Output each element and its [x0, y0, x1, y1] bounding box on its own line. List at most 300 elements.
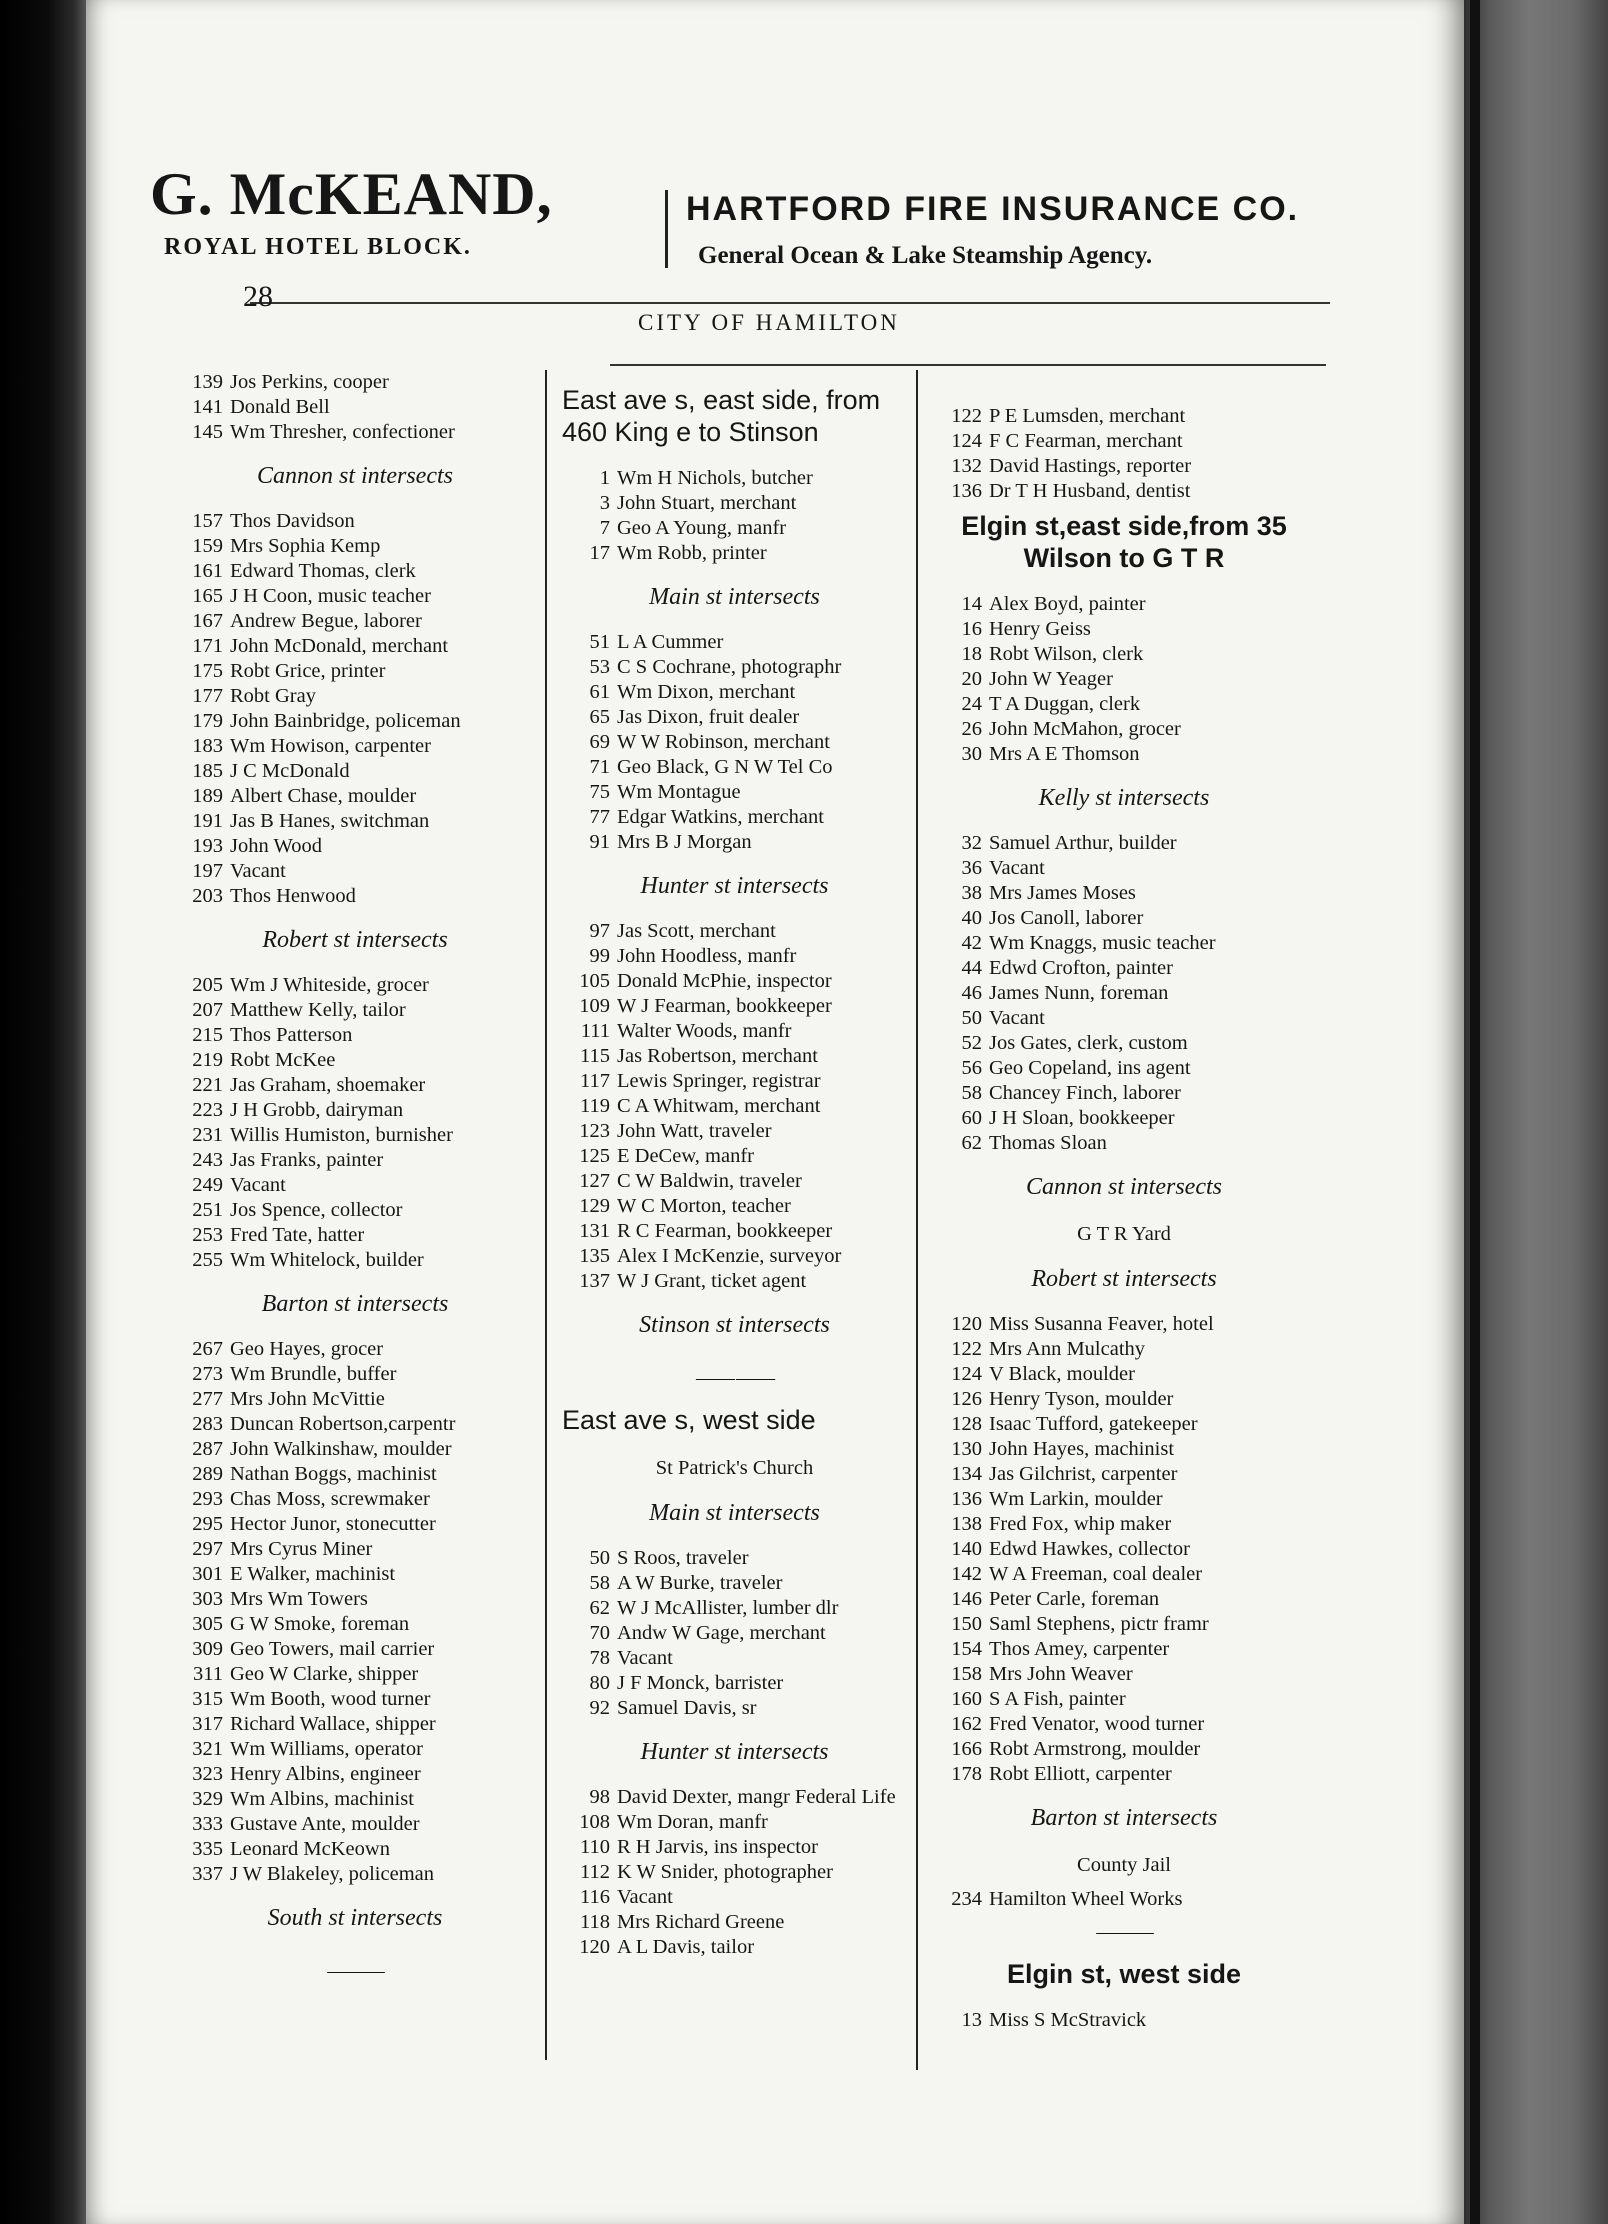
house-number: 112	[580, 1861, 610, 1883]
directory-entry	[934, 906, 1314, 931]
directory-entry	[562, 1044, 907, 1069]
house-number: 20	[961, 668, 982, 690]
resident-name: Robt Gray	[230, 685, 316, 707]
directory-entry	[562, 1571, 907, 1596]
resident-name: John McDonald, merchant	[230, 635, 449, 657]
resident-name: David Hastings, reporter	[989, 455, 1192, 477]
house-number: 253	[192, 1224, 223, 1246]
resident-name: Thos Patterson	[230, 1024, 353, 1046]
street-section-heading: Elgin st,east side,from 35 Wilson to G T R	[961, 511, 1287, 573]
directory-entry	[562, 1671, 907, 1696]
house-number: 118	[580, 1911, 610, 1933]
directory-entry	[562, 919, 907, 944]
resident-name: Thos Henwood	[230, 885, 356, 907]
house-number: 122	[951, 1338, 982, 1360]
resident-name: Fred Tate, hatter	[230, 1224, 365, 1246]
house-number: 110	[580, 1836, 610, 1858]
resident-name: S A Fish, painter	[989, 1688, 1126, 1710]
house-number: 305	[192, 1613, 223, 1635]
resident-name: Wm Robb, printer	[617, 542, 767, 564]
resident-name: Albert Chase, moulder	[230, 785, 417, 807]
house-number: 56	[961, 1057, 982, 1079]
house-number: 267	[192, 1338, 223, 1360]
house-number: 125	[579, 1145, 610, 1167]
resident-name: Lewis Springer, registrar	[617, 1070, 821, 1092]
house-number: 26	[961, 718, 982, 740]
directory-entry	[934, 1412, 1314, 1437]
directory-entry	[562, 516, 907, 541]
house-number: 36	[961, 857, 982, 879]
directory-entry	[175, 1587, 535, 1612]
resident-name: V Black, moulder	[989, 1363, 1135, 1385]
directory-entry	[934, 1487, 1314, 1512]
directory-entry	[934, 1512, 1314, 1537]
resident-name: C W Baldwin, traveler	[617, 1170, 802, 1192]
directory-entry	[934, 1537, 1314, 1562]
resident-name: Mrs B J Morgan	[617, 831, 752, 853]
directory-entry	[175, 1337, 535, 1362]
resident-name: John W Yeager	[989, 668, 1113, 690]
house-number: 108	[579, 1811, 610, 1833]
house-number: 293	[192, 1488, 223, 1510]
house-number: 203	[192, 885, 223, 907]
resident-name: Jos Gates, clerk, custom	[989, 1032, 1188, 1054]
house-number: 231	[192, 1124, 223, 1146]
directory-entry	[934, 1562, 1314, 1587]
house-number: 50	[961, 1007, 982, 1029]
directory-entry	[934, 479, 1314, 504]
directory-entry	[562, 1785, 907, 1810]
resident-name: Chas Moss, screwmaker	[230, 1488, 430, 1510]
directory-entry	[175, 1512, 535, 1537]
house-number: 165	[192, 585, 223, 607]
resident-name: Jas Scott, merchant	[617, 920, 776, 942]
directory-entry	[934, 931, 1314, 956]
house-number: 167	[192, 610, 223, 632]
house-number: 178	[951, 1763, 982, 1785]
resident-name: Robt Elliott, carpenter	[989, 1763, 1172, 1785]
house-number: 183	[192, 735, 223, 757]
house-number: 46	[961, 982, 982, 1004]
resident-name: Peter Carle, foreman	[989, 1588, 1160, 1610]
resident-name: Wm Thresher, confectioner	[230, 421, 455, 443]
directory-entry	[175, 509, 535, 534]
resident-name: W C Morton, teacher	[617, 1195, 791, 1217]
directory-entry	[562, 630, 907, 655]
directory-entry	[175, 1437, 535, 1462]
directory-entry	[175, 1073, 535, 1098]
resident-name: Robt McKee	[230, 1049, 336, 1071]
directory-entry	[562, 1596, 907, 1621]
house-number: 128	[951, 1413, 982, 1435]
resident-name: Saml Stephens, pictr framr	[989, 1613, 1209, 1635]
directory-entry	[175, 1098, 535, 1123]
directory-entry	[175, 1712, 535, 1737]
resident-name: Thos Davidson	[230, 510, 355, 532]
directory-entry	[175, 709, 535, 734]
house-number: 44	[961, 957, 982, 979]
directory-entry	[562, 944, 907, 969]
resident-name: Alex Boyd, painter	[989, 593, 1146, 615]
resident-name: Geo A Young, manfr	[617, 517, 787, 539]
directory-entry	[175, 659, 535, 684]
resident-name: Andrew Begue, laborer	[230, 610, 422, 632]
directory-entry	[175, 1123, 535, 1148]
house-number: 179	[192, 710, 223, 732]
resident-name: Samuel Davis, sr	[617, 1697, 757, 1719]
house-number: 189	[192, 785, 223, 807]
house-number: 289	[192, 1463, 223, 1485]
resident-name: Hector Junor, stonecutter	[230, 1513, 436, 1535]
resident-name: Mrs Wm Towers	[230, 1588, 368, 1610]
directory-entry	[562, 1621, 907, 1646]
house-number: 14	[961, 593, 982, 615]
house-number: 16	[961, 618, 982, 640]
directory-entry	[934, 1362, 1314, 1387]
directory-entry	[934, 1031, 1314, 1056]
house-number: 137	[579, 1270, 610, 1292]
directory-entry	[175, 370, 535, 395]
house-number: 123	[579, 1120, 610, 1142]
directory-entry	[175, 1487, 535, 1512]
resident-name: J C McDonald	[230, 760, 350, 782]
house-number: 243	[192, 1149, 223, 1171]
resident-name: E Walker, machinist	[230, 1563, 396, 1585]
directory-entry	[175, 1173, 535, 1198]
directory-entry	[175, 998, 535, 1023]
resident-name: James Nunn, foreman	[989, 982, 1169, 1004]
directory-entry	[175, 1387, 535, 1412]
directory-entry	[934, 667, 1314, 692]
directory-entry	[175, 1737, 535, 1762]
resident-name: Mrs Richard Greene	[617, 1911, 785, 1933]
house-number: 130	[951, 1438, 982, 1460]
resident-name: Walter Woods, manfr	[617, 1020, 792, 1042]
landmark-label: County Jail	[1077, 1854, 1171, 1876]
house-number: 303	[192, 1588, 223, 1610]
resident-name: John Hoodless, manfr	[617, 945, 797, 967]
directory-entry	[175, 609, 535, 634]
street-intersection-label: Hunter st intersects	[640, 873, 829, 899]
resident-name: L A Cummer	[617, 631, 724, 653]
directory-entry	[175, 884, 535, 909]
directory-entry	[562, 1119, 907, 1144]
header-divider	[665, 190, 668, 268]
house-number: 159	[192, 535, 223, 557]
directory-entry	[175, 1637, 535, 1662]
resident-name: G W Smoke, foreman	[230, 1613, 410, 1635]
house-number: 161	[192, 560, 223, 582]
house-number: 7	[599, 517, 610, 539]
resident-name: Vacant	[989, 1007, 1045, 1029]
house-number: 58	[589, 1572, 610, 1594]
house-number: 40	[961, 907, 982, 929]
resident-name: Mrs John McVittie	[230, 1388, 385, 1410]
directory-entry	[934, 981, 1314, 1006]
house-number: 140	[951, 1538, 982, 1560]
house-number: 145	[192, 421, 223, 443]
directory-entry	[562, 1094, 907, 1119]
directory-entry	[562, 1860, 907, 1885]
resident-name: Mrs Sophia Kemp	[230, 535, 381, 557]
directory-entry	[175, 1148, 535, 1173]
resident-name: Wm Brundle, buffer	[230, 1363, 397, 1385]
directory-entry	[562, 730, 907, 755]
directory-entry	[934, 1462, 1314, 1487]
street-section-heading: East ave s, east side, from 460 King e to Stinson	[562, 385, 881, 447]
house-number: 249	[192, 1174, 223, 1196]
house-number: 50	[589, 1547, 610, 1569]
resident-name: A W Burke, traveler	[617, 1572, 783, 1594]
resident-name: Geo Towers, mail carrier	[230, 1638, 435, 1660]
directory-entry	[934, 454, 1314, 479]
house-number: 139	[192, 371, 223, 393]
resident-name: David Dexter, mangr Federal Life	[617, 1786, 896, 1808]
house-number: 171	[192, 635, 223, 657]
directory-entry	[934, 1387, 1314, 1412]
house-number: 146	[951, 1588, 982, 1610]
directory-entry	[562, 1144, 907, 1169]
resident-name: Mrs Cyrus Miner	[230, 1538, 373, 1560]
resident-name: Duncan Robertson,carpentr	[230, 1413, 456, 1435]
house-number: 132	[951, 455, 982, 477]
house-number: 65	[589, 706, 610, 728]
resident-name: S Roos, traveler	[617, 1547, 749, 1569]
directory-entry	[175, 1762, 535, 1787]
resident-name: Vacant	[989, 857, 1045, 879]
directory-entry	[175, 1412, 535, 1437]
resident-name: C A Whitwam, merchant	[617, 1095, 821, 1117]
house-number: 18	[961, 643, 982, 665]
resident-name: Jos Canoll, laborer	[989, 907, 1144, 929]
directory-entry	[934, 1762, 1314, 1787]
resident-name: Henry Geiss	[989, 618, 1091, 640]
directory-entry	[934, 1312, 1314, 1337]
resident-name: Jas Gilchrist, carpenter	[989, 1463, 1178, 1485]
resident-name: J H Coon, music teacher	[230, 585, 431, 607]
house-number: 129	[579, 1195, 610, 1217]
resident-name: Jas Franks, painter	[230, 1149, 384, 1171]
directory-entry	[934, 1737, 1314, 1762]
house-number: 158	[951, 1663, 982, 1685]
directory-entry	[562, 1219, 907, 1244]
house-number: 117	[580, 1070, 610, 1092]
directory-entry	[934, 742, 1314, 767]
resident-name: W J McAllister, lumber dlr	[617, 1597, 839, 1619]
house-number: 234	[951, 1888, 982, 1910]
house-number: 105	[579, 970, 610, 992]
resident-name: Geo Copeland, ins agent	[989, 1057, 1191, 1079]
house-number: 3	[599, 492, 610, 514]
directory-entry	[934, 1612, 1314, 1637]
house-number: 1	[599, 467, 610, 489]
resident-name: Henry Albins, engineer	[230, 1763, 421, 1785]
house-number: 98	[589, 1786, 610, 1808]
resident-name: Wm H Nichols, butcher	[617, 467, 813, 489]
directory-entry	[175, 1862, 535, 1887]
directory-column-2	[562, 378, 907, 1960]
directory-entry	[934, 404, 1314, 429]
street-section-heading: Elgin st, west side	[1006, 1959, 1242, 1989]
resident-name: Geo Hayes, grocer	[230, 1338, 384, 1360]
house-number: 75	[589, 781, 610, 803]
directory-entry	[562, 1935, 907, 1960]
house-number: 223	[192, 1099, 223, 1121]
directory-entry	[175, 1662, 535, 1687]
resident-name: Jas B Hanes, switchman	[230, 810, 430, 832]
directory-entry	[562, 1269, 907, 1294]
resident-name: Wm Williams, operator	[230, 1738, 423, 1760]
directory-entry	[934, 1337, 1314, 1362]
directory-entry	[175, 1837, 535, 1862]
resident-name: Vacant	[617, 1647, 673, 1669]
resident-name: Alex I McKenzie, surveyor	[617, 1245, 842, 1267]
resident-name: John McMahon, grocer	[989, 718, 1181, 740]
resident-name: W A Freeman, coal dealer	[989, 1563, 1203, 1585]
resident-name: Willis Humiston, burnisher	[230, 1124, 453, 1146]
house-number: 207	[192, 999, 223, 1021]
resident-name: J H Grobb, dairyman	[230, 1099, 404, 1121]
directory-entry	[934, 856, 1314, 881]
house-number: 175	[192, 660, 223, 682]
house-number: 122	[951, 405, 982, 427]
house-number: 136	[951, 480, 982, 502]
running-title: CITY OF HAMILTON	[638, 310, 900, 335]
directory-entry	[562, 1835, 907, 1860]
house-number: 191	[192, 810, 223, 832]
directory-entry	[934, 717, 1314, 742]
section-separator: ———	[327, 1960, 383, 1982]
resident-name: Chancey Finch, laborer	[989, 1082, 1181, 1104]
resident-name: Fred Venator, wood turner	[989, 1713, 1205, 1735]
directory-entry	[934, 592, 1314, 617]
house-number: 17	[589, 542, 610, 564]
book-right-edge	[1464, 0, 1608, 2224]
resident-name: Wm J Whiteside, grocer	[230, 974, 429, 996]
resident-name: Wm Larkin, moulder	[989, 1488, 1163, 1510]
directory-entry	[175, 784, 535, 809]
directory-entry	[562, 491, 907, 516]
column-top-rule	[610, 364, 1326, 366]
house-number: 329	[192, 1788, 223, 1810]
house-number: 215	[192, 1024, 223, 1046]
brand-address: ROYAL HOTEL BLOCK.	[164, 234, 472, 260]
house-number: 62	[961, 1132, 982, 1154]
resident-name: Andw W Gage, merchant	[617, 1622, 826, 1644]
header-rule	[250, 302, 1330, 304]
resident-name: C S Cochrane, photographr	[617, 656, 842, 678]
resident-name: J H Sloan, bookkeeper	[989, 1107, 1175, 1129]
brand-name: G. McKEAND,	[150, 161, 553, 227]
resident-name: W J Grant, ticket agent	[617, 1270, 807, 1292]
resident-name: Mrs A E Thomson	[989, 743, 1140, 765]
house-number: 71	[589, 756, 610, 778]
resident-name: Mrs John Weaver	[989, 1663, 1133, 1685]
house-number: 301	[192, 1563, 223, 1585]
directory-entry	[934, 617, 1314, 642]
page-advertisement-header	[150, 160, 1330, 310]
house-number: 273	[192, 1363, 223, 1385]
resident-name: Geo W Clarke, shipper	[230, 1663, 419, 1685]
column-divider-left	[545, 370, 547, 2060]
street-intersection-label: Robert st intersects	[1031, 1266, 1217, 1292]
house-number: 91	[589, 831, 610, 853]
directory-entry	[175, 584, 535, 609]
house-number: 150	[951, 1613, 982, 1635]
resident-name: Henry Tyson, moulder	[989, 1388, 1174, 1410]
house-number: 321	[192, 1738, 223, 1760]
directory-entry	[934, 1081, 1314, 1106]
resident-name: Dr T H Husband, dentist	[989, 480, 1191, 502]
directory-entry	[562, 1169, 907, 1194]
house-number: 333	[192, 1813, 223, 1835]
directory-entry	[175, 759, 535, 784]
directory-entry	[934, 881, 1314, 906]
house-number: 111	[580, 1020, 610, 1042]
house-number: 141	[192, 396, 223, 418]
resident-name: Wm Howison, carpenter	[230, 735, 431, 757]
resident-name: K W Snider, photographer	[617, 1861, 833, 1883]
house-number: 120	[951, 1313, 982, 1335]
resident-name: Nathan Boggs, machinist	[230, 1463, 437, 1485]
house-number: 177	[192, 685, 223, 707]
house-number: 295	[192, 1513, 223, 1535]
resident-name: Wm Dixon, merchant	[617, 681, 796, 703]
directory-entry	[934, 2008, 1314, 2033]
house-number: 69	[589, 731, 610, 753]
agency-line: General Ocean & Lake Steamship Agency.	[698, 242, 1153, 269]
resident-name: P E Lumsden, merchant	[989, 405, 1186, 427]
street-intersection-label: Stinson st intersects	[639, 1312, 830, 1338]
column-divider-right	[916, 370, 918, 2070]
directory-entry	[175, 809, 535, 834]
resident-name: John Bainbridge, policeman	[230, 710, 461, 732]
resident-name: John Stuart, merchant	[617, 492, 797, 514]
house-number: 323	[192, 1763, 223, 1785]
house-number: 13	[961, 2009, 982, 2031]
resident-name: Thos Amey, carpenter	[989, 1638, 1170, 1660]
house-number: 315	[192, 1688, 223, 1710]
directory-entry	[175, 859, 535, 884]
street-intersection-label: Kelly st intersects	[1038, 785, 1210, 811]
house-number: 219	[192, 1049, 223, 1071]
directory-entry	[562, 1069, 907, 1094]
house-number: 62	[589, 1597, 610, 1619]
resident-name: Wm Knaggs, music teacher	[989, 932, 1216, 954]
house-number: 205	[192, 974, 223, 996]
house-number: 185	[192, 760, 223, 782]
resident-name: Richard Wallace, shipper	[230, 1713, 436, 1735]
directory-entry	[562, 1646, 907, 1671]
house-number: 58	[961, 1082, 982, 1104]
directory-entry	[934, 1006, 1314, 1031]
insurance-title: HARTFORD FIRE INSURANCE CO.	[686, 190, 1300, 228]
directory-entry	[562, 1910, 907, 1935]
house-number: 154	[951, 1638, 982, 1660]
resident-name: John Hayes, machinist	[989, 1438, 1175, 1460]
street-intersection-label: Main st intersects	[649, 1500, 820, 1526]
house-number: 311	[193, 1663, 223, 1685]
directory-entry	[934, 1437, 1314, 1462]
house-number: 24	[961, 693, 982, 715]
directory-entry	[934, 692, 1314, 717]
house-number: 38	[961, 882, 982, 904]
directory-entry	[562, 1810, 907, 1835]
directory-entry	[175, 1612, 535, 1637]
house-number: 135	[579, 1245, 610, 1267]
directory-entry	[175, 1562, 535, 1587]
house-number: 70	[589, 1622, 610, 1644]
